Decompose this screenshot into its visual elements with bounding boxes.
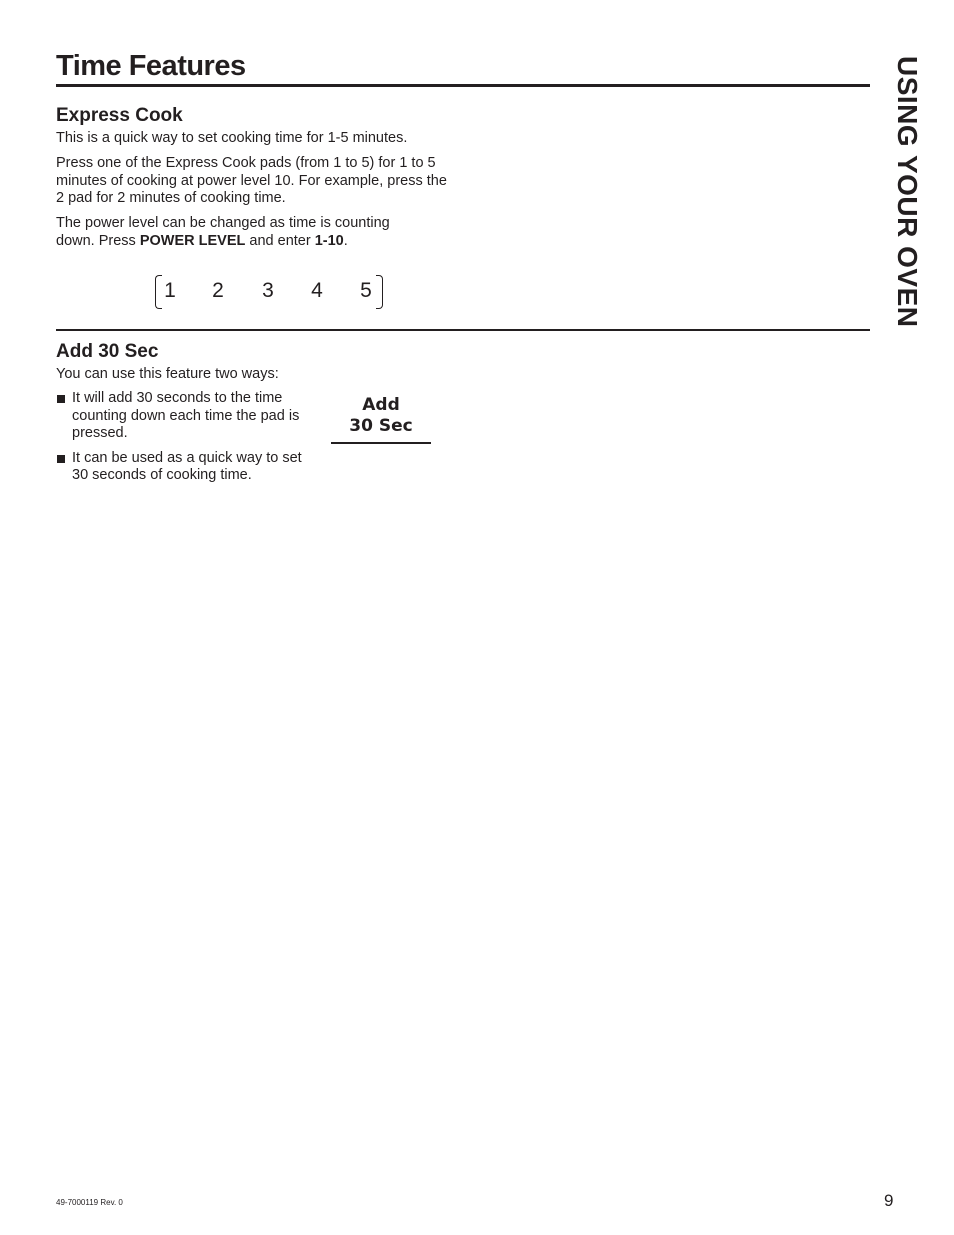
square-bullet-icon: [57, 455, 65, 463]
express-pad-3: 3: [262, 279, 274, 302]
power-range-keyword: 1-10: [314, 232, 344, 249]
bullet-text: It can be used as a quick way to set 30 seconds of cooking time.: [72, 449, 302, 483]
power-level-keyword: POWER LEVEL: [139, 232, 246, 249]
bullet-text: It will add 30 seconds to the time counting down each time the pad is pressed.: [72, 390, 300, 441]
document-number: 49-7000119 Rev. 0: [56, 1198, 123, 1207]
express-pad-5: 5: [360, 279, 372, 302]
pad-group-right-bracket: [376, 275, 383, 309]
section-side-tab: USING YOUR OVEN: [892, 56, 923, 328]
express-cook-intro: This is a quick way to set cooking time for 1-5 minutes.: [56, 130, 408, 146]
express-pad-2: 2: [212, 279, 224, 302]
express-cook-power-level-note: [56, 215, 431, 250]
add-30-sec-heading: Add 30 Sec: [56, 341, 159, 362]
add-pad-line-1: Add: [362, 395, 400, 415]
power-note-text: The power level can be changed as time is counting down. Press: [56, 215, 390, 249]
power-note-text: and enter: [245, 232, 315, 249]
add-30-sec-bullets: [56, 390, 316, 492]
square-bullet-icon: [57, 395, 65, 403]
express-cook-instructions: Press one of the Express Cook pads (from 1 to 5) for 1 to 5 minutes of cooking at power level 10. For example, press the 2 pad for 2 minutes of cooking time.: [56, 155, 447, 206]
express-cook-pads-illustration: [155, 275, 385, 308]
power-note-text: .: [343, 232, 348, 249]
add-30-sec-pad-illustration: [331, 395, 431, 444]
add-pad-line-2: 30 Sec: [349, 416, 413, 436]
page-number: 9: [884, 1191, 894, 1210]
page-title: Time Features: [56, 50, 246, 82]
express-cook-heading: Express Cook: [56, 105, 183, 126]
express-pad-1: 1: [164, 279, 176, 302]
add-30-sec-intro: You can use this feature two ways:: [56, 366, 279, 382]
list-item: [56, 450, 316, 485]
list-item: [56, 390, 316, 443]
title-divider: [56, 84, 870, 87]
express-pad-4: 4: [311, 279, 323, 302]
section-divider: [56, 329, 870, 331]
